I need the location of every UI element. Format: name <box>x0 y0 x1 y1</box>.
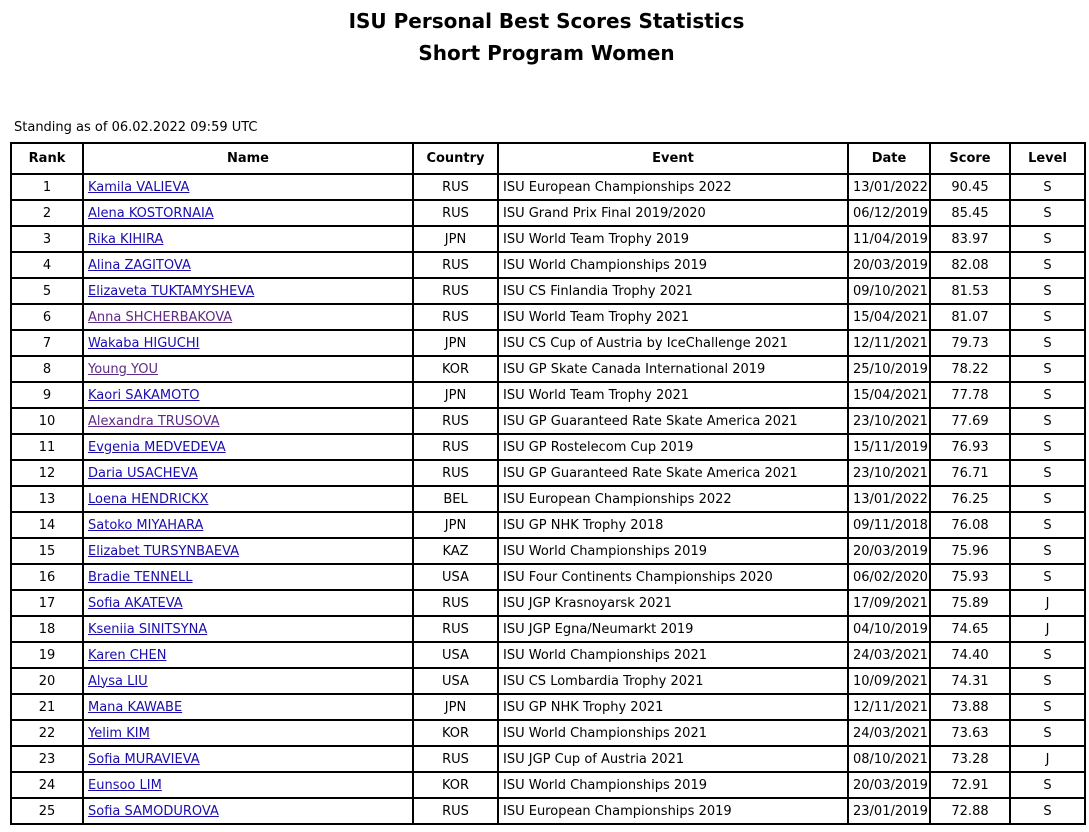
table-row <box>11 642 1085 668</box>
country-cell: RUS <box>413 174 498 200</box>
name-cell <box>83 226 413 252</box>
rank-cell: 3 <box>11 226 83 252</box>
event-cell: ISU Four Continents Championships 2020 <box>498 564 848 590</box>
date-cell: 24/03/2021 <box>848 720 930 746</box>
event-cell: ISU World Championships 2021 <box>498 642 848 668</box>
page-subtitle: Short Program Women <box>418 41 675 65</box>
rank-cell: 9 <box>11 382 83 408</box>
scores-table <box>10 142 1086 825</box>
column-header-rank: Rank <box>11 143 83 174</box>
table-row <box>11 668 1085 694</box>
level-cell: S <box>1010 538 1085 564</box>
standing-timestamp: Standing as of 06.02.2022 09:59 UTC <box>14 120 258 135</box>
level-cell: S <box>1010 304 1085 330</box>
date-cell: 13/01/2022 <box>848 174 930 200</box>
table-row <box>11 356 1085 382</box>
country-cell: RUS <box>413 460 498 486</box>
date-cell: 23/10/2021 <box>848 460 930 486</box>
event-cell: ISU World Team Trophy 2021 <box>498 382 848 408</box>
name-cell <box>83 538 413 564</box>
name-cell <box>83 746 413 772</box>
score-cell: 77.69 <box>930 408 1010 434</box>
name-cell <box>83 798 413 824</box>
date-cell: 10/09/2021 <box>848 668 930 694</box>
name-cell <box>83 252 413 278</box>
event-cell: ISU GP NHK Trophy 2018 <box>498 512 848 538</box>
skater-name-link[interactable]: Young YOU <box>88 361 159 377</box>
column-header-score: Score <box>930 143 1010 174</box>
score-cell: 74.31 <box>930 668 1010 694</box>
skater-name-link[interactable]: Alina ZAGITOVA <box>88 257 191 273</box>
name-cell <box>83 330 413 356</box>
level-cell: J <box>1010 616 1085 642</box>
country-cell: USA <box>413 642 498 668</box>
country-cell: JPN <box>413 694 498 720</box>
rank-cell: 2 <box>11 200 83 226</box>
event-cell: ISU World Championships 2019 <box>498 772 848 798</box>
skater-name-link[interactable]: Bradie TENNELL <box>88 569 193 585</box>
table-row <box>11 226 1085 252</box>
name-cell <box>83 512 413 538</box>
name-cell <box>83 434 413 460</box>
event-cell: ISU JGP Krasnoyarsk 2021 <box>498 590 848 616</box>
score-cell: 75.89 <box>930 590 1010 616</box>
level-cell: S <box>1010 460 1085 486</box>
score-cell: 90.45 <box>930 174 1010 200</box>
level-cell: S <box>1010 252 1085 278</box>
date-cell: 06/12/2019 <box>848 200 930 226</box>
table-row <box>11 694 1085 720</box>
level-cell: J <box>1010 746 1085 772</box>
skater-name-link[interactable]: Elizaveta TUKTAMYSHEVA <box>88 283 255 299</box>
score-cell: 72.91 <box>930 772 1010 798</box>
level-cell: S <box>1010 720 1085 746</box>
table-row <box>11 798 1085 824</box>
rank-cell: 24 <box>11 772 83 798</box>
rank-cell: 15 <box>11 538 83 564</box>
date-cell: 12/11/2021 <box>848 330 930 356</box>
score-cell: 83.97 <box>930 226 1010 252</box>
table-row <box>11 174 1085 200</box>
country-cell: RUS <box>413 746 498 772</box>
event-cell: ISU World Team Trophy 2021 <box>498 304 848 330</box>
page-header <box>0 5 1089 69</box>
country-cell: RUS <box>413 278 498 304</box>
event-cell: ISU European Championships 2019 <box>498 798 848 824</box>
level-cell: S <box>1010 278 1085 304</box>
event-cell: ISU Grand Prix Final 2019/2020 <box>498 200 848 226</box>
rank-cell: 20 <box>11 668 83 694</box>
rank-cell: 16 <box>11 564 83 590</box>
table-row <box>11 460 1085 486</box>
country-cell: RUS <box>413 590 498 616</box>
country-cell: KOR <box>413 772 498 798</box>
table-row <box>11 330 1085 356</box>
column-header-country: Country <box>413 143 498 174</box>
date-cell: 24/03/2021 <box>848 642 930 668</box>
level-cell: S <box>1010 772 1085 798</box>
score-cell: 82.08 <box>930 252 1010 278</box>
date-cell: 04/10/2019 <box>848 616 930 642</box>
table-row <box>11 304 1085 330</box>
country-cell: KAZ <box>413 538 498 564</box>
score-cell: 72.88 <box>930 798 1010 824</box>
table-row <box>11 512 1085 538</box>
name-cell <box>83 642 413 668</box>
skater-name-link[interactable]: Kseniia SINITSYNA <box>88 621 208 637</box>
country-cell: JPN <box>413 382 498 408</box>
skater-name-link[interactable]: Sofia AKATEVA <box>88 595 183 611</box>
table-row <box>11 200 1085 226</box>
event-cell: ISU GP Skate Canada International 2019 <box>498 356 848 382</box>
event-cell: ISU European Championships 2022 <box>498 174 848 200</box>
country-cell: RUS <box>413 200 498 226</box>
event-cell: ISU World Championships 2019 <box>498 252 848 278</box>
score-cell: 79.73 <box>930 330 1010 356</box>
score-cell: 73.63 <box>930 720 1010 746</box>
score-cell: 76.25 <box>930 486 1010 512</box>
date-cell: 23/01/2019 <box>848 798 930 824</box>
skater-name-link[interactable]: Anna SHCHERBAKOVA <box>88 309 233 325</box>
date-cell: 25/10/2019 <box>848 356 930 382</box>
event-cell: ISU GP Guaranteed Rate Skate America 2021 <box>498 408 848 434</box>
event-cell: ISU GP Guaranteed Rate Skate America 2021 <box>498 460 848 486</box>
country-cell: USA <box>413 668 498 694</box>
name-cell <box>83 720 413 746</box>
rank-cell: 22 <box>11 720 83 746</box>
event-cell: ISU CS Lombardia Trophy 2021 <box>498 668 848 694</box>
rank-cell: 21 <box>11 694 83 720</box>
skater-name-link[interactable]: Karen CHEN <box>88 647 167 663</box>
rank-cell: 6 <box>11 304 83 330</box>
score-cell: 76.08 <box>930 512 1010 538</box>
name-cell <box>83 564 413 590</box>
score-cell: 75.93 <box>930 564 1010 590</box>
country-cell: JPN <box>413 226 498 252</box>
skater-name-link[interactable]: Satoko MIYAHARA <box>88 517 204 533</box>
name-cell <box>83 304 413 330</box>
skater-name-link[interactable]: Daria USACHEVA <box>88 465 198 481</box>
rank-cell: 10 <box>11 408 83 434</box>
page-title: ISU Personal Best Scores Statistics <box>348 9 745 33</box>
event-cell: ISU GP NHK Trophy 2021 <box>498 694 848 720</box>
event-cell: ISU GP Rostelecom Cup 2019 <box>498 434 848 460</box>
date-cell: 12/11/2021 <box>848 694 930 720</box>
skater-name-link[interactable]: Alexandra TRUSOVA <box>88 413 220 429</box>
rank-cell: 11 <box>11 434 83 460</box>
score-cell: 81.53 <box>930 278 1010 304</box>
rank-cell: 13 <box>11 486 83 512</box>
skater-name-link[interactable]: Wakaba HIGUCHI <box>88 335 200 351</box>
date-cell: 23/10/2021 <box>848 408 930 434</box>
skater-name-link[interactable]: Loena HENDRICKX <box>88 491 209 507</box>
date-cell: 06/02/2020 <box>848 564 930 590</box>
name-cell <box>83 694 413 720</box>
date-cell: 20/03/2019 <box>848 772 930 798</box>
country-cell: JPN <box>413 512 498 538</box>
event-cell: ISU CS Cup of Austria by IceChallenge 2021 <box>498 330 848 356</box>
date-cell: 15/04/2021 <box>848 382 930 408</box>
country-cell: RUS <box>413 304 498 330</box>
name-cell <box>83 590 413 616</box>
skater-name-link[interactable]: Kamila VALIEVA <box>88 179 190 195</box>
table-body <box>11 174 1085 824</box>
skater-name-link[interactable]: Kaori SAKAMOTO <box>88 387 200 403</box>
table-row <box>11 382 1085 408</box>
name-cell <box>83 200 413 226</box>
skater-name-link[interactable]: Elizabet TURSYNBAEVA <box>88 543 240 559</box>
event-cell: ISU JGP Cup of Austria 2021 <box>498 746 848 772</box>
country-cell: JPN <box>413 330 498 356</box>
name-cell <box>83 460 413 486</box>
event-cell: ISU World Championships 2019 <box>498 538 848 564</box>
level-cell: S <box>1010 174 1085 200</box>
table-row <box>11 434 1085 460</box>
country-cell: RUS <box>413 798 498 824</box>
score-cell: 73.88 <box>930 694 1010 720</box>
name-cell <box>83 486 413 512</box>
name-cell <box>83 278 413 304</box>
rank-cell: 1 <box>11 174 83 200</box>
level-cell: J <box>1010 590 1085 616</box>
skater-name-link[interactable]: Rika KIHIRA <box>88 231 164 247</box>
level-cell: S <box>1010 564 1085 590</box>
score-cell: 78.22 <box>930 356 1010 382</box>
name-cell <box>83 174 413 200</box>
column-header-date: Date <box>848 143 930 174</box>
score-cell: 76.71 <box>930 460 1010 486</box>
score-cell: 73.28 <box>930 746 1010 772</box>
rank-cell: 19 <box>11 642 83 668</box>
level-cell: S <box>1010 200 1085 226</box>
date-cell: 09/11/2018 <box>848 512 930 538</box>
skater-name-link[interactable]: Alysa LIU <box>88 673 148 689</box>
table-row <box>11 278 1085 304</box>
event-cell: ISU World Championships 2021 <box>498 720 848 746</box>
rank-cell: 14 <box>11 512 83 538</box>
name-cell <box>83 616 413 642</box>
country-cell: RUS <box>413 252 498 278</box>
level-cell: S <box>1010 408 1085 434</box>
table-row <box>11 720 1085 746</box>
level-cell: S <box>1010 226 1085 252</box>
level-cell: S <box>1010 356 1085 382</box>
date-cell: 17/09/2021 <box>848 590 930 616</box>
level-cell: S <box>1010 512 1085 538</box>
level-cell: S <box>1010 642 1085 668</box>
table-row <box>11 772 1085 798</box>
level-cell: S <box>1010 694 1085 720</box>
score-cell: 75.96 <box>930 538 1010 564</box>
level-cell: S <box>1010 668 1085 694</box>
date-cell: 08/10/2021 <box>848 746 930 772</box>
column-header-level: Level <box>1010 143 1085 174</box>
score-cell: 76.93 <box>930 434 1010 460</box>
table-header-row <box>11 143 1085 174</box>
level-cell: S <box>1010 486 1085 512</box>
rank-cell: 12 <box>11 460 83 486</box>
country-cell: USA <box>413 564 498 590</box>
score-cell: 77.78 <box>930 382 1010 408</box>
rank-cell: 7 <box>11 330 83 356</box>
event-cell: ISU JGP Egna/Neumarkt 2019 <box>498 616 848 642</box>
level-cell: S <box>1010 330 1085 356</box>
country-cell: RUS <box>413 408 498 434</box>
rank-cell: 18 <box>11 616 83 642</box>
score-cell: 74.40 <box>930 642 1010 668</box>
skater-name-link[interactable]: Evgenia MEDVEDEVA <box>88 439 226 455</box>
table-row <box>11 590 1085 616</box>
name-cell <box>83 668 413 694</box>
skater-name-link[interactable]: Mana KAWABE <box>88 699 183 715</box>
skater-name-link[interactable]: Sofia MURAVIEVA <box>88 751 200 767</box>
event-cell: ISU European Championships 2022 <box>498 486 848 512</box>
name-cell <box>83 408 413 434</box>
date-cell: 20/03/2019 <box>848 538 930 564</box>
table-row <box>11 486 1085 512</box>
skater-name-link[interactable]: Alena KOSTORNAIA <box>88 205 214 221</box>
date-cell: 11/04/2019 <box>848 226 930 252</box>
rank-cell: 5 <box>11 278 83 304</box>
name-cell <box>83 772 413 798</box>
date-cell: 20/03/2019 <box>848 252 930 278</box>
column-header-name: Name <box>83 143 413 174</box>
score-cell: 85.45 <box>930 200 1010 226</box>
country-cell: RUS <box>413 434 498 460</box>
event-cell: ISU CS Finlandia Trophy 2021 <box>498 278 848 304</box>
rank-cell: 8 <box>11 356 83 382</box>
table-row <box>11 564 1085 590</box>
table-row <box>11 746 1085 772</box>
name-cell <box>83 382 413 408</box>
skater-name-link[interactable]: Eunsoo LIM <box>88 777 162 793</box>
score-cell: 81.07 <box>930 304 1010 330</box>
event-cell: ISU World Team Trophy 2019 <box>498 226 848 252</box>
rank-cell: 17 <box>11 590 83 616</box>
date-cell: 09/10/2021 <box>848 278 930 304</box>
date-cell: 15/11/2019 <box>848 434 930 460</box>
column-header-event: Event <box>498 143 848 174</box>
skater-name-link[interactable]: Sofia SAMODUROVA <box>88 803 219 819</box>
table-row <box>11 616 1085 642</box>
country-cell: RUS <box>413 616 498 642</box>
table-row <box>11 538 1085 564</box>
level-cell: S <box>1010 798 1085 824</box>
level-cell: S <box>1010 382 1085 408</box>
score-cell: 74.65 <box>930 616 1010 642</box>
level-cell: S <box>1010 434 1085 460</box>
rank-cell: 25 <box>11 798 83 824</box>
date-cell: 13/01/2022 <box>848 486 930 512</box>
rank-cell: 23 <box>11 746 83 772</box>
date-cell: 15/04/2021 <box>848 304 930 330</box>
country-cell: KOR <box>413 720 498 746</box>
name-cell <box>83 356 413 382</box>
table-row <box>11 252 1085 278</box>
country-cell: KOR <box>413 356 498 382</box>
country-cell: BEL <box>413 486 498 512</box>
skater-name-link[interactable]: Yelim KIM <box>88 725 150 741</box>
table-row <box>11 408 1085 434</box>
rank-cell: 4 <box>11 252 83 278</box>
